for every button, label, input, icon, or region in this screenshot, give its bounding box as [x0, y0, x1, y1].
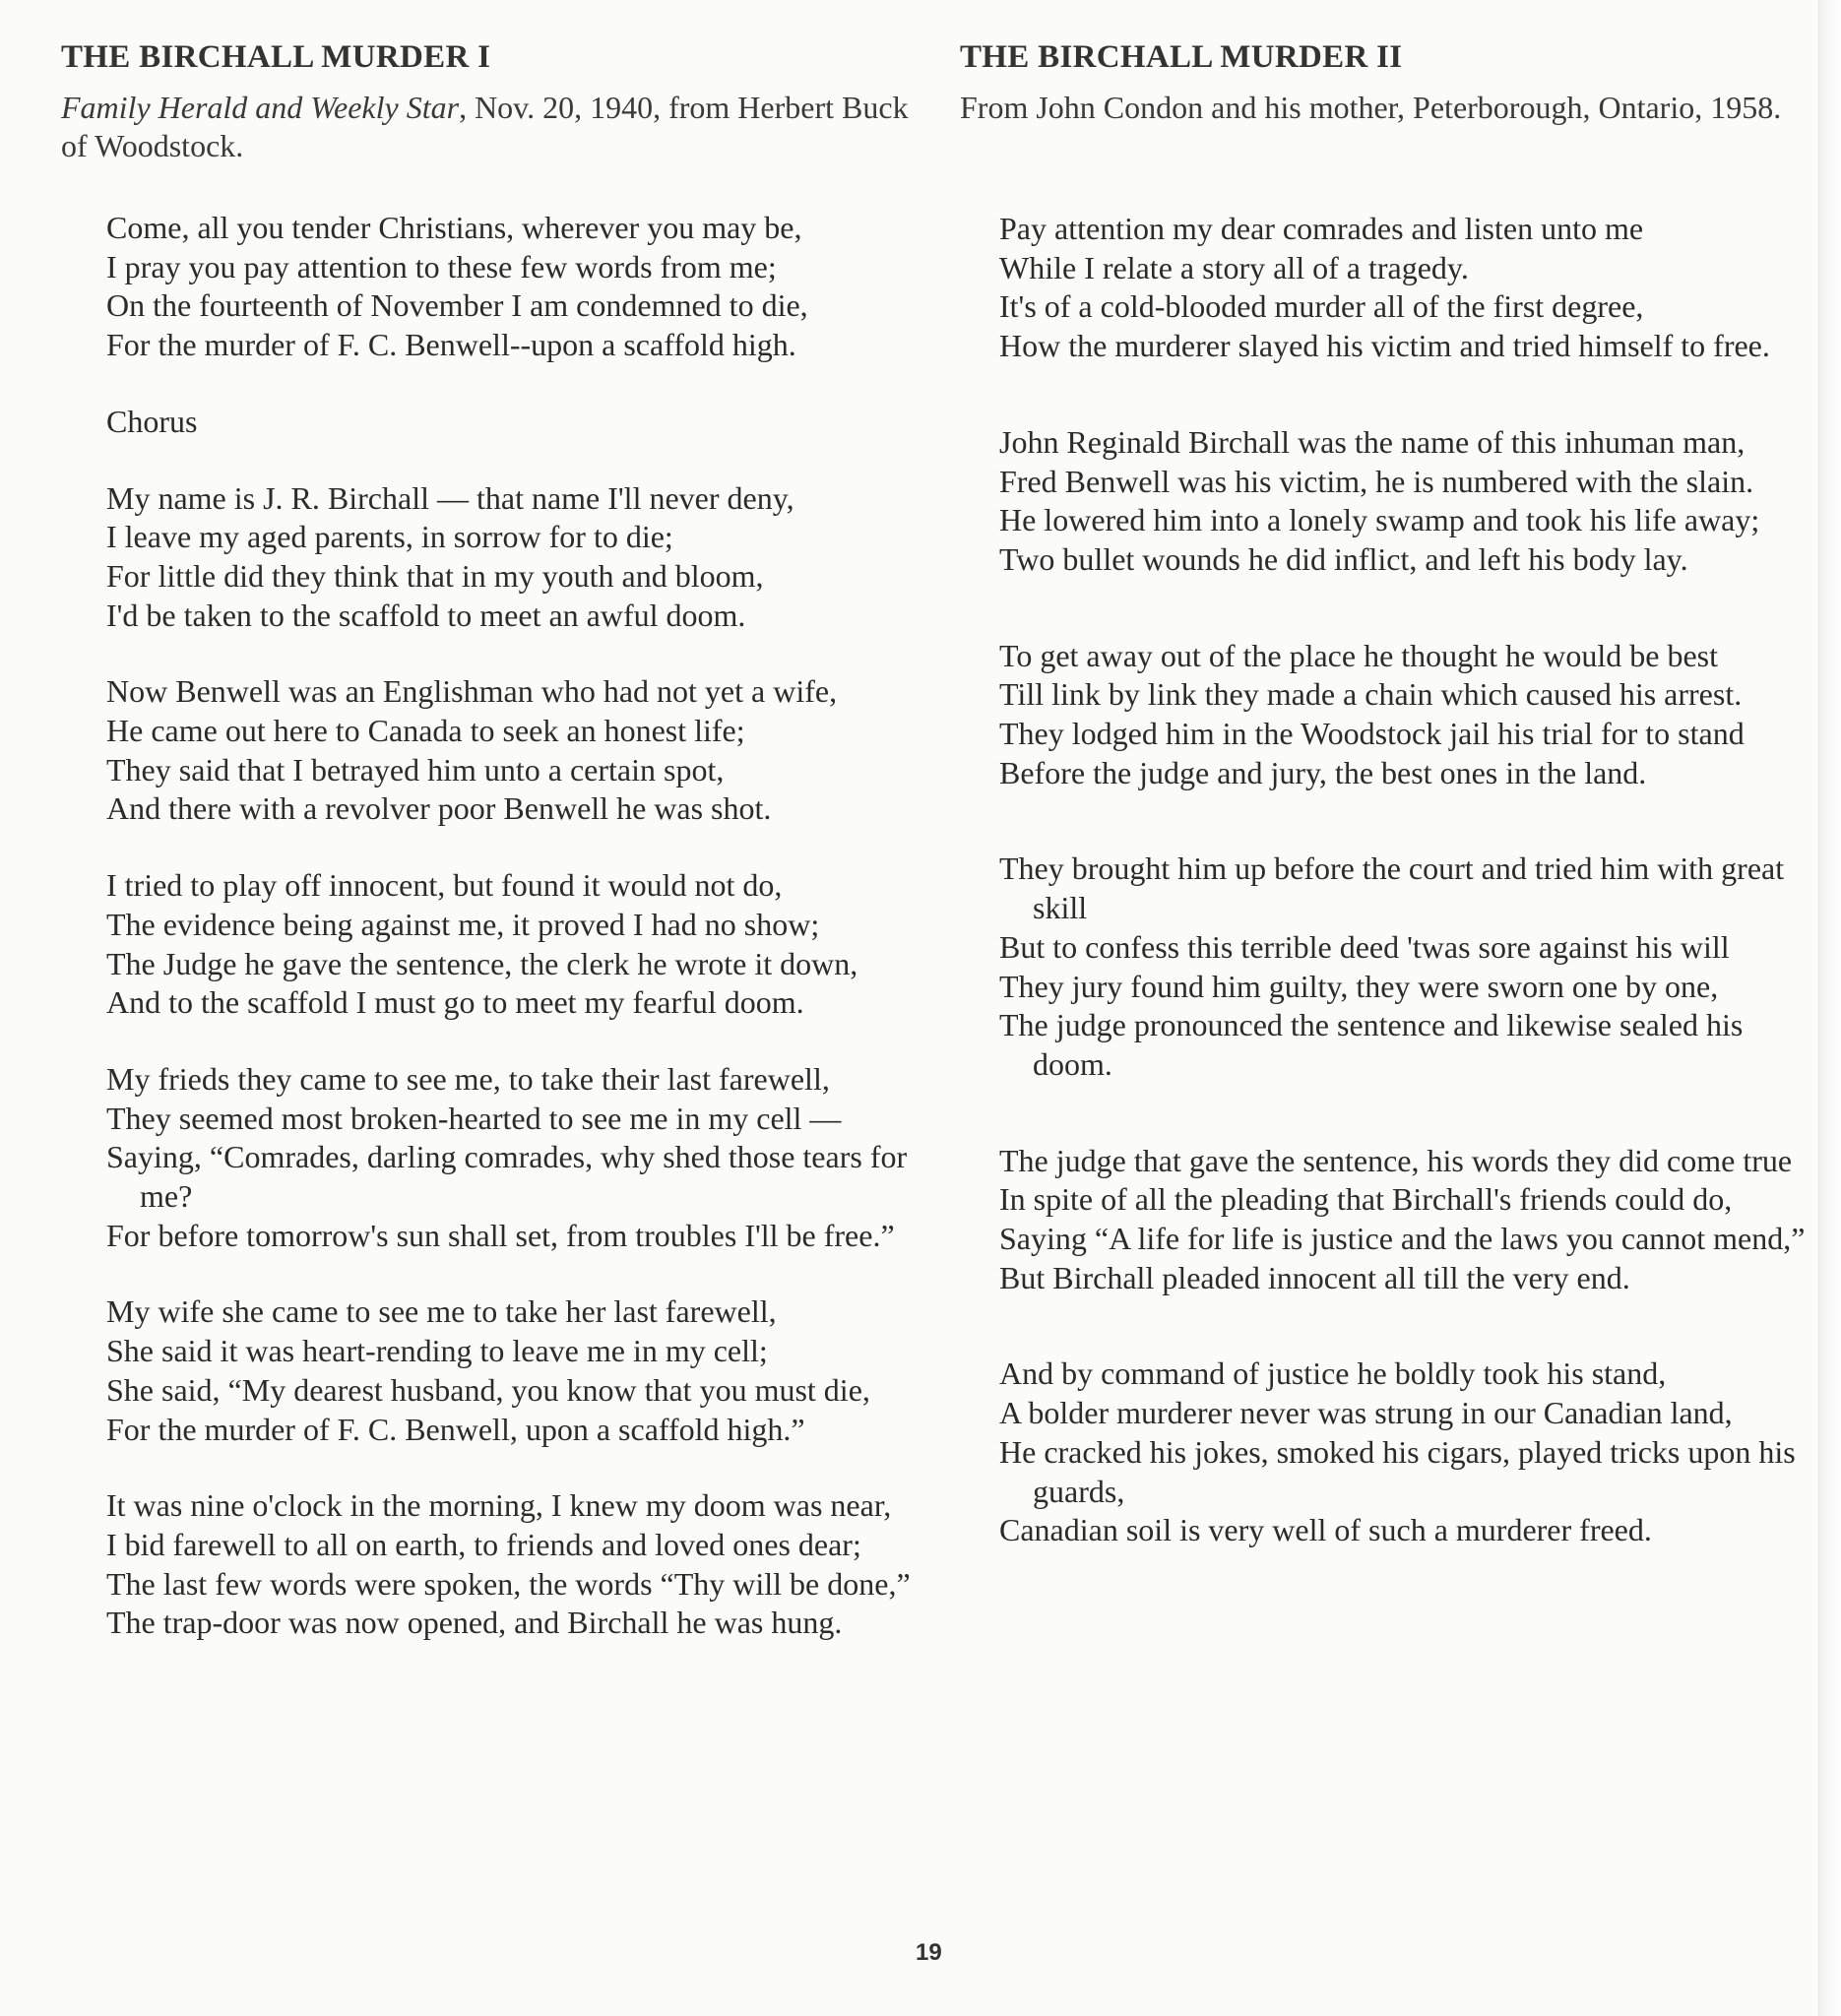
verse-line: A bolder murderer never was strung in our Canadian land,	[999, 1395, 1733, 1431]
verse-line: In spite of all the pleading that Birchall's friends could do,	[999, 1181, 1733, 1218]
verse-line: She said, “My dearest husband, you know that you must die,	[106, 1371, 870, 1408]
left-column	[61, 37, 918, 1680]
verse-line: They lodged him in the Woodstock jail his trial for to stand	[999, 716, 1745, 752]
verse-line: For before tomorrow's sun shall set, from troubles I'll be free.”	[106, 1217, 895, 1253]
stanza	[106, 209, 918, 365]
stanza	[106, 672, 918, 829]
verse-line: But to confess this terrible deed 'twas sore against his will	[999, 928, 1730, 965]
verse-line: For the murder of F. C. Benwell, upon a scaffold high.”	[106, 1411, 805, 1447]
stanza	[106, 479, 918, 636]
source-publication: Family Herald and Weekly Star	[61, 90, 460, 125]
verse-line: To get away out of the place he thought he would be best	[999, 637, 1718, 673]
verse-line: He lowered him into a lonely swamp and took his life away;	[999, 502, 1760, 538]
verse-line: They seemed most broken-hearted to see me in my cell —	[106, 1100, 842, 1136]
verse-line: Before the judge and jury, the best ones in the land.	[999, 754, 1647, 790]
verse-line: Canadian soil is very well of such a murderer freed.	[999, 1512, 1652, 1548]
verse-line: Till link by link they made a chain which caused his arrest.	[999, 676, 1743, 713]
verse-line: My frieds they came to see me, to take their last farewell,	[106, 1060, 830, 1097]
verse-line: And by command of justice he boldly took his stand,	[999, 1355, 1667, 1392]
page-edge	[1818, 0, 1841, 2016]
verse-line: Saying “A life for life is justice and the laws you cannot mend,”	[999, 1221, 1806, 1257]
stanza	[999, 637, 1809, 793]
verse-line: And to the scaffold I must go to meet my fearful doom.	[106, 984, 804, 1021]
lyrics-left	[106, 209, 918, 1643]
stanza	[106, 1486, 918, 1643]
verse-line: They jury found him guilty, they were sworn one by one,	[999, 968, 1719, 1004]
verse-line: How the murderer slayed his victim and tried himself to free.	[999, 328, 1770, 364]
verse-line: The Judge he gave the sentence, the clerk he wrote it down,	[106, 945, 858, 981]
lyrics-right	[999, 210, 1809, 1550]
verse-line: Saying, “Comrades, darling comrades, why shed those tears for me?	[106, 1139, 908, 1215]
verse-line: John Reginald Birchall was the name of this inhuman man,	[999, 423, 1746, 460]
verse-line: For the murder of F. C. Benwell--upon a scaffold high.	[106, 327, 796, 363]
verse-line: She said it was heart-rending to leave me in my cell;	[106, 1333, 768, 1369]
verse-line: The judge pronounced the sentence and likewise sealed his doom.	[999, 1007, 1744, 1082]
verse-line: My name is J. R. Birchall — that name I'll never deny,	[106, 479, 794, 516]
verse-line: I'd be taken to the scaffold to meet an awful doom.	[106, 597, 746, 633]
verse-line: Come, all you tender Christians, wherever you may be,	[106, 210, 802, 245]
source-left	[61, 89, 918, 165]
song-title-left: THE BIRCHALL MURDER I	[61, 39, 491, 75]
source-details: , Nov. 20, 1940, from Herbert Buck of Woodstock.	[61, 90, 909, 163]
stanza	[106, 1292, 918, 1449]
verse-line: Two bullet wounds he did inflict, and left his body lay.	[999, 540, 1688, 577]
verse-line: On the fourteenth of November I am condemned to die,	[106, 287, 808, 324]
verse-line: The last few words were spoken, the words “Thy will be done,”	[106, 1565, 911, 1602]
verse-line: Fred Benwell was his victim, he is numbered with the slain.	[999, 463, 1754, 499]
verse-line: For little did they think that in my youth and bloom,	[106, 557, 764, 594]
stanza	[999, 1354, 1809, 1550]
verse-line: He came out here to Canada to seek an honest life;	[106, 713, 745, 749]
verse-line: And there with a revolver poor Benwell he was shot.	[106, 790, 772, 827]
verse-line: He cracked his jokes, smoked his cigars, played tricks upon his guards,	[999, 1433, 1796, 1509]
verse-line: I leave my aged parents, in sorrow for to die;	[106, 519, 673, 555]
song-title-right: THE BIRCHALL MURDER II	[960, 39, 1403, 75]
stanza	[999, 1142, 1809, 1298]
chorus-label	[106, 403, 918, 442]
right-column	[960, 37, 1809, 1607]
stanza	[999, 210, 1809, 366]
verse-line: The evidence being against me, it proved I had no show;	[106, 906, 820, 942]
verse-line: My wife she came to see me to take her last farewell,	[106, 1293, 777, 1330]
verse-line: Chorus	[106, 403, 198, 439]
verse-line: But Birchall pleaded innocent all till the very end.	[999, 1259, 1630, 1295]
stanza	[106, 866, 918, 1023]
verse-line: It was nine o'clock in the morning, I knew my doom was near,	[106, 1487, 892, 1524]
stanza	[999, 850, 1809, 1084]
verse-line: Now Benwell was an Englishman who had not yet a wife,	[106, 673, 838, 710]
verse-line: I bid farewell to all on earth, to friends and loved ones dear;	[106, 1526, 861, 1562]
verse-line: The trap-door was now opened, and Birchall he was hung.	[106, 1605, 843, 1641]
verse-line: I pray you pay attention to these few words from me;	[106, 248, 777, 284]
verse-line: I tried to play off innocent, but found it would not do,	[106, 867, 783, 904]
verse-line: It's of a cold-blooded murder all of the first degree,	[999, 288, 1644, 325]
stanza	[106, 1060, 918, 1256]
verse-line: Pay attention my dear comrades and listen unto me	[999, 211, 1644, 246]
verse-line: The judge that gave the sentence, his words they did come true	[999, 1142, 1793, 1178]
verse-line: While I relate a story all of a tragedy.	[999, 249, 1469, 285]
verse-line: They brought him up before the court and tried him with great skill	[999, 850, 1785, 926]
verse-line: They said that I betrayed him unto a certain spot,	[106, 751, 725, 788]
stanza	[999, 423, 1809, 580]
page-number: 19	[916, 1939, 942, 1966]
source-right: From John Condon and his mother, Peterborough, Ontario, 1958.	[960, 90, 1782, 125]
